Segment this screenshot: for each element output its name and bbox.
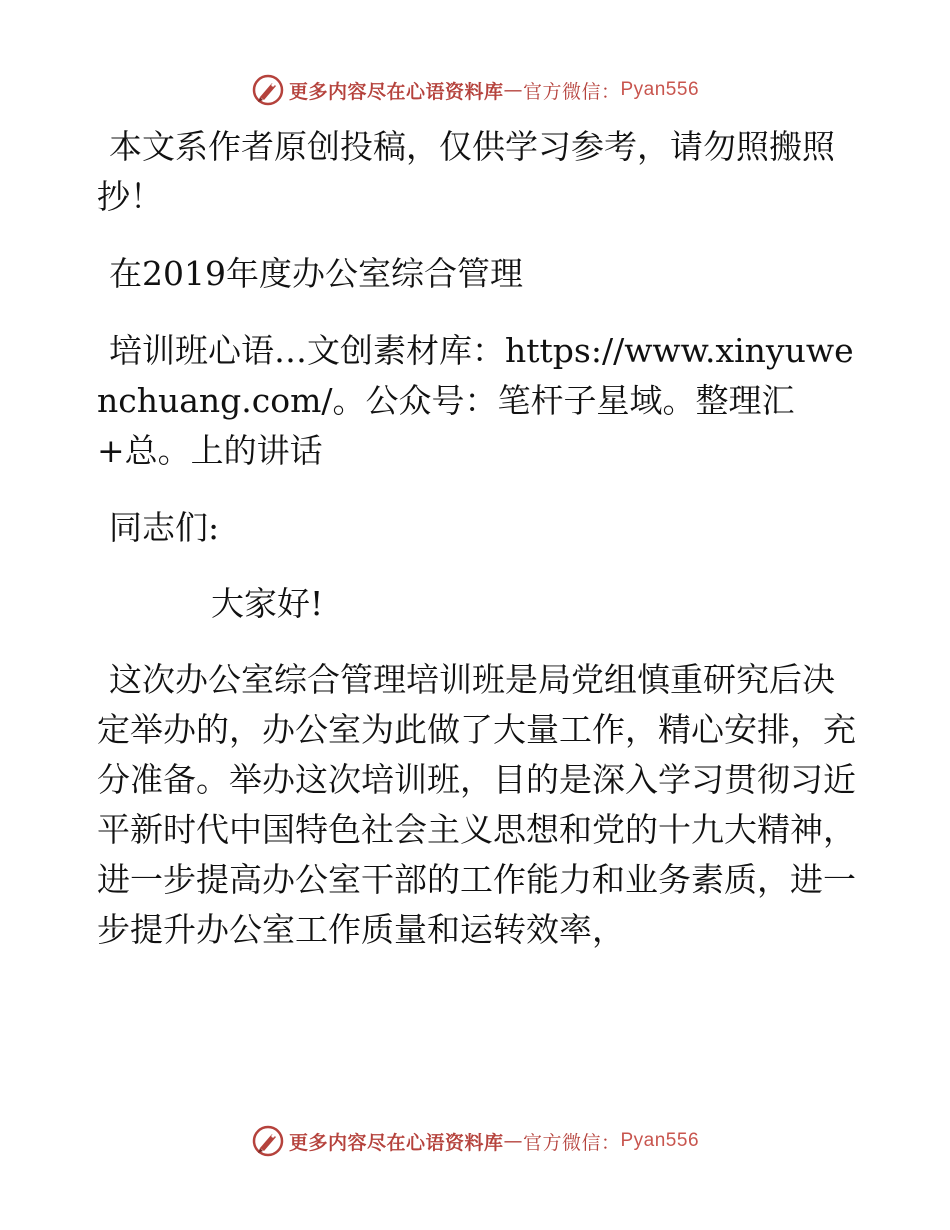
title-line-1: 在2019年度办公室综合管理 (109, 254, 523, 293)
pen-nib-logo-icon (251, 1124, 285, 1158)
body-paragraph: 这次办公室综合管理培训班是局党组慎重研究后决定举办的，办公室为此做了大量工作，精心安排，充分准备。举办这次培训班，目的是深入学习贯彻习近平新时代中国特色社会主义思想和党的十九大精神，进一步提高办公室干部的工作能力和业务素质，进一步提升办公室工作质量和运转效率， (97, 660, 856, 949)
notice-paragraph: 本文系作者原创投稿，仅供学习参考，请勿照搬照抄！ (97, 127, 835, 216)
banner-handle: Pyan556 (620, 1130, 700, 1151)
banner-sub-text: 官方微信： (522, 1131, 621, 1154)
banner-handle: Pyan556 (620, 79, 700, 100)
greeting: 大家好! (211, 584, 324, 623)
salutation: 同志们: (109, 508, 220, 547)
footer-watermark-banner (0, 1121, 950, 1161)
document-body (97, 122, 857, 955)
banner-dash: — (503, 79, 523, 101)
banner-sub-text: 官方微信： (522, 80, 621, 103)
title-line-2: 培训班心语…文创素材库：https://www.xinyuwenchuang.com/。公众号：笔杆子星域。整理汇+总。上的讲话 (97, 331, 854, 470)
header-watermark-banner (0, 70, 950, 110)
pen-nib-logo-icon (251, 73, 285, 107)
banner-main-text: 更多内容尽在心语资料库 (288, 80, 504, 103)
banner-dash: — (503, 1130, 523, 1152)
banner-main-text: 更多内容尽在心语资料库 (288, 1131, 504, 1154)
